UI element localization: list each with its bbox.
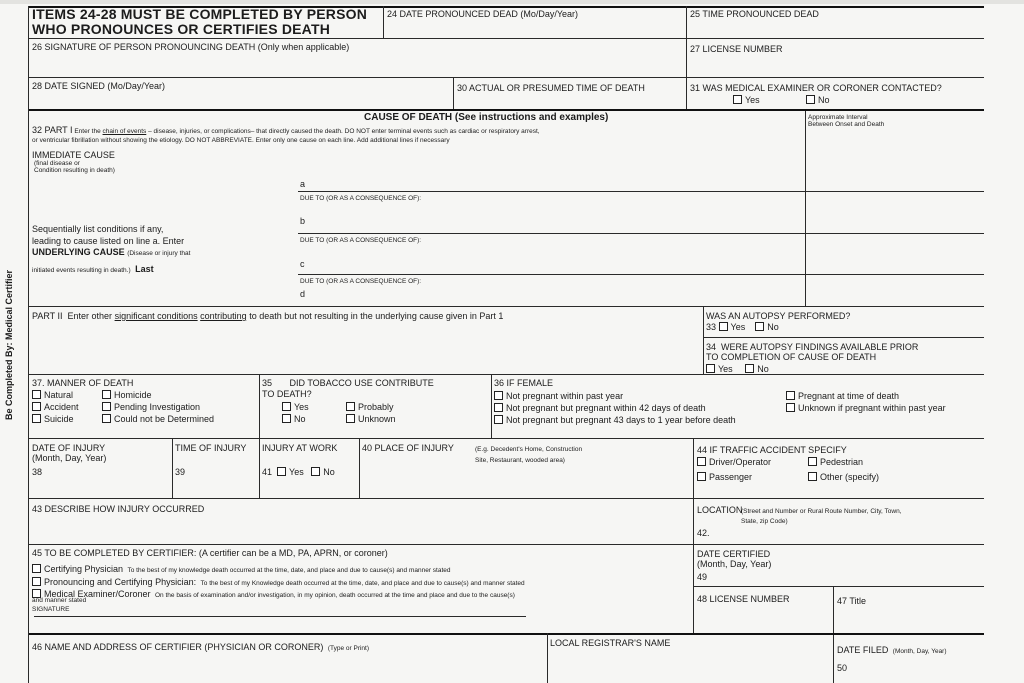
- registrar-label: LOCAL REGISTRAR'S NAME: [550, 638, 671, 648]
- due-to-b: DUE TO (OR AS A CONSEQUENCE OF):: [300, 237, 422, 244]
- traffic-pedestrian[interactable]: [808, 457, 863, 467]
- part2-rest: to death but not resulting in the underlying cause given in Part 1: [249, 311, 504, 321]
- injury-at-work-options: [262, 467, 335, 477]
- cert-text: To the best of my knowledge death occurred at the time, date, and place and due to cause(s) and manner stated: [127, 567, 451, 574]
- checkbox[interactable]: [697, 457, 706, 466]
- rule-h: [28, 544, 984, 545]
- injury-at-work-label: INJURY AT WORK: [262, 443, 338, 453]
- traffic-driver[interactable]: [697, 457, 771, 467]
- part2-label: PART II: [32, 311, 63, 321]
- checkbox[interactable]: [102, 402, 111, 411]
- checkbox[interactable]: [786, 391, 795, 400]
- describe-injury-label: 43 DESCRIBE HOW INJURY OCCURRED: [32, 504, 205, 514]
- part2-pre: Enter other: [67, 311, 113, 321]
- cert-text: On the basis of examination and/or investigation, in my opinion, death occurred at the time and place and due to the cause(s): [155, 592, 515, 599]
- female-opt-1[interactable]: [494, 391, 623, 401]
- checkbox[interactable]: [733, 95, 742, 104]
- cause-of-death-title: CAUSE OF DEATH (See instructions and examples): [364, 112, 609, 123]
- place-of-injury-sub: (E.g. Decedent's Home, Construction Site, Restaurant, wooded area): [475, 446, 583, 464]
- manner-undetermined[interactable]: [102, 414, 214, 424]
- pronouncing-physician-label: Pronouncing and Certifying Physician:: [44, 577, 197, 587]
- field-30-label: 30 ACTUAL OR PRESUMED TIME OF DEATH: [457, 83, 645, 93]
- rule-left: [28, 6, 29, 683]
- autopsy-yes-checkbox[interactable]: [719, 322, 728, 331]
- immediate-cause-label: IMMEDIATE CAUSE: [32, 150, 115, 160]
- immediate-cause-sub: (final disease or Condition resulting in death): [34, 160, 115, 175]
- part1-instructions: [32, 125, 540, 135]
- driver-label: Driver/Operator: [709, 457, 772, 467]
- no-label: No: [818, 95, 830, 105]
- name-address-line: [32, 637, 369, 655]
- rule-v: [491, 374, 492, 438]
- signature-label: SIGNATURE: [32, 606, 70, 613]
- cert-opt-3[interactable]: [32, 584, 515, 602]
- other-label: Other (specify): [820, 472, 880, 482]
- rule-h: [693, 498, 984, 499]
- autopsy-33: 33: [706, 322, 717, 332]
- yes-label: Yes: [745, 95, 760, 105]
- rule-h: [693, 586, 984, 587]
- manner-pending[interactable]: [102, 402, 200, 412]
- passenger-label: Passenger: [709, 472, 753, 482]
- rule-v: [547, 633, 548, 683]
- manner-title: 37. MANNER OF DEATH: [32, 378, 134, 388]
- title-47-label: 47 Title: [837, 596, 867, 606]
- me-contacted-no[interactable]: [806, 95, 830, 105]
- contributing: contributing: [200, 311, 247, 321]
- part1-rest: – disease, injuries, or complications– that directly caused the death. DO NOT enter terminal events such as cardiac or respiratory arrest,: [148, 128, 540, 135]
- female-opt-4[interactable]: [786, 391, 899, 401]
- part2-line: [32, 311, 503, 321]
- checkbox[interactable]: [346, 402, 355, 411]
- underlying-cause-sub: (Disease or injury that: [127, 250, 191, 257]
- field-28-label: 28 DATE SIGNED (Mo/Day/Year): [32, 81, 166, 91]
- sequential-text-1: Sequentially list conditions if any,: [32, 224, 164, 234]
- probably-label: Probably: [358, 402, 394, 412]
- no-label: No: [767, 322, 779, 332]
- suicide-label: Suicide: [44, 414, 74, 424]
- date-filed-num: 50: [837, 663, 848, 673]
- manner-homicide[interactable]: [102, 390, 152, 400]
- rule-h: [28, 374, 984, 375]
- rule-h: [28, 38, 984, 39]
- certifying-physician-label: Certifying Physician: [44, 564, 124, 574]
- rule-v: [686, 6, 687, 110]
- rule-v: [259, 374, 260, 438]
- autopsy-no-checkbox[interactable]: [755, 322, 764, 331]
- cert-text: To the best of my Knowledge death occurred at the time, date, and place and due to cause(s) and manner stated: [200, 580, 525, 587]
- option-label: Not pregnant within past year: [506, 391, 624, 401]
- rule-v: [703, 306, 704, 374]
- yes-label: Yes: [718, 364, 733, 374]
- female-opt-5[interactable]: [786, 403, 946, 413]
- rule-v: [693, 544, 694, 633]
- manner-suicide[interactable]: [32, 414, 74, 424]
- field-27-label: 27 LICENSE NUMBER: [690, 44, 783, 54]
- at-work-yes-checkbox[interactable]: [277, 467, 286, 476]
- date-filed-sub: (Month, Day, Year): [892, 648, 947, 655]
- yes-label: Yes: [730, 322, 746, 332]
- checkbox[interactable]: [697, 472, 706, 481]
- manner-accident[interactable]: [32, 402, 79, 412]
- pending-label: Pending Investigation: [114, 402, 201, 412]
- part1-label: 32 PART I: [32, 125, 73, 135]
- location-num: 42.: [697, 528, 710, 538]
- checkbox[interactable]: [102, 390, 111, 399]
- medical-examiner-label: Medical Examiner/Coroner: [44, 589, 151, 599]
- sequential-text-3: initiated events resulting in death.): [32, 267, 131, 274]
- accident-label: Accident: [44, 402, 79, 412]
- sequential-text-3-line: [32, 259, 154, 277]
- checkbox[interactable]: [494, 391, 503, 400]
- due-to-c: DUE TO (OR AS A CONSEQUENCE OF):: [300, 278, 422, 285]
- tobacco-title: 35 DID TOBACCO USE CONTRIBUTE: [262, 378, 434, 388]
- date-filed-label: DATE FILED: [837, 645, 889, 655]
- line-c-label: c: [300, 259, 305, 269]
- traffic-passenger[interactable]: [697, 472, 752, 482]
- rule-cause-top: [28, 109, 984, 111]
- location-sub: (Street and Number or Rural Route Number, City, Town, State, zip Code): [741, 508, 902, 525]
- field-25-label: 25 TIME PRONOUNCED DEAD: [690, 9, 819, 19]
- date-certified-label: DATE CERTIFIED (Month, Day, Year): [697, 549, 772, 570]
- rule-line-b: [298, 233, 984, 234]
- rule-line-a: [298, 191, 984, 192]
- autopsy-label: WAS AN AUTOPSY PERFORMED?: [706, 311, 851, 321]
- checkbox[interactable]: [808, 472, 817, 481]
- signature-line: [34, 616, 526, 617]
- rule-bottom: [28, 633, 984, 635]
- no-label: No: [294, 414, 306, 424]
- autopsy-options: [706, 322, 779, 332]
- tobacco-title-2: TO DEATH?: [262, 389, 312, 399]
- pedestrian-label: Pedestrian: [820, 457, 864, 467]
- checkbox[interactable]: [102, 414, 111, 423]
- checkbox[interactable]: [786, 403, 795, 412]
- date-filed-line: [837, 640, 947, 658]
- field-26-label: 26 SIGNATURE OF PERSON PRONOUNCING DEATH (Only when applicable): [32, 42, 350, 52]
- license-48-label: 48 LICENSE NUMBER: [697, 594, 790, 604]
- time-of-injury-num: 39: [175, 467, 186, 477]
- tobacco-no[interactable]: [282, 414, 306, 424]
- vertical-certifier-label: Be Completed By: Medical Certifier: [4, 269, 14, 420]
- traffic-other[interactable]: [808, 472, 879, 482]
- location-label: LOCATION: [697, 505, 743, 515]
- findings-options: [706, 364, 769, 374]
- findings-yes-checkbox[interactable]: [706, 364, 715, 373]
- traffic-title: 44 IF TRAFFIC ACCIDENT SPECIFY: [697, 445, 847, 455]
- line-d-label: d: [300, 289, 306, 299]
- rule-v: [172, 438, 173, 498]
- yes-label: Yes: [289, 467, 304, 477]
- sequential-text-2: leading to cause listed on line a. Enter: [32, 236, 185, 246]
- checkbox[interactable]: [806, 95, 815, 104]
- due-to-a: DUE TO (OR AS A CONSEQUENCE OF):: [300, 195, 422, 202]
- field-31-label: 31 WAS MEDICAL EXAMINER OR CORONER CONTACTED?: [690, 83, 942, 93]
- items-24-28-heading: ITEMS 24-28 MUST BE COMPLETED BY PERSON WHO PRONOUNCES OR CERTIFIES DEATH: [32, 6, 368, 37]
- rule-h: [703, 337, 984, 338]
- yes-label: Yes: [294, 402, 309, 412]
- page-top-edge: [0, 0, 1024, 4]
- me-contacted-yes[interactable]: [733, 95, 760, 105]
- natural-label: Natural: [44, 390, 74, 400]
- rule-v: [453, 77, 454, 109]
- last-label: Last: [135, 264, 154, 274]
- certifier-title: 45 TO BE COMPLETED BY CERTIFIER: (A certifier can be a MD, PA, APRN, or coroner): [32, 548, 388, 558]
- female-title: 36 IF FEMALE: [494, 378, 554, 388]
- rule-line-c: [298, 274, 984, 275]
- part1-instructions-2: or ventricular fibrillation without showing the etiology. DO NOT ABBREVIATE. Enter only one cause on each line. Add additional lines if necessary: [32, 137, 450, 144]
- option-label: Not pregnant but pregnant 43 days to 1 year before death: [506, 415, 736, 425]
- rule-v: [693, 438, 694, 544]
- findings-no-checkbox[interactable]: [745, 364, 754, 373]
- date-certified-num: 49: [697, 572, 708, 582]
- option-label: Unknown if pregnant within past year: [798, 403, 946, 413]
- female-opt-2[interactable]: [494, 403, 706, 413]
- chain-of-events: chain of events: [102, 128, 147, 135]
- female-opt-3[interactable]: [494, 415, 736, 425]
- checkbox[interactable]: [32, 390, 41, 399]
- checkbox[interactable]: [494, 403, 503, 412]
- option-label: Not pregnant but pregnant within 42 days of death: [506, 403, 706, 413]
- checkbox[interactable]: [32, 402, 41, 411]
- tobacco-yes[interactable]: [282, 402, 309, 412]
- type-print: (Type or Print): [327, 645, 370, 652]
- manner-natural[interactable]: [32, 390, 73, 400]
- rule-h: [28, 498, 693, 499]
- checkbox[interactable]: [346, 414, 355, 423]
- checkbox[interactable]: [282, 414, 291, 423]
- findings-label: 34 WERE AUTOPSY FINDINGS AVAILABLE PRIOR TO COMPLETION OF CAUSE OF DEATH: [706, 342, 919, 363]
- underlying-cause-label: UNDERLYING CAUSE: [32, 247, 125, 257]
- rule-interval: [805, 111, 806, 307]
- tobacco-probably[interactable]: [346, 402, 394, 412]
- checkbox[interactable]: [282, 402, 291, 411]
- at-work-no-checkbox[interactable]: [311, 467, 320, 476]
- place-of-injury-label: 40 PLACE OF INJURY: [362, 443, 454, 453]
- at-work-num: 41: [262, 467, 273, 477]
- date-of-injury-num: 38: [32, 467, 43, 477]
- rule-h: [28, 306, 984, 307]
- time-of-injury-label: TIME OF INJURY: [175, 443, 247, 453]
- option-label: Pregnant at time of death: [798, 391, 900, 401]
- name-address-label: 46 NAME AND ADDRESS OF CERTIFIER (PHYSICIAN OR CORONER): [32, 642, 324, 652]
- rule-v: [359, 438, 360, 498]
- checkbox[interactable]: [494, 415, 503, 424]
- no-label: No: [323, 467, 335, 477]
- significant-conditions: significant conditions: [114, 311, 198, 321]
- rule-v: [383, 6, 384, 38]
- rule-v: [259, 438, 260, 498]
- checkbox[interactable]: [32, 414, 41, 423]
- line-a-label: a: [300, 179, 306, 189]
- cert-text-line2: and manner stated: [32, 597, 87, 604]
- underlying-cause-line: [32, 247, 190, 257]
- line-b-label: b: [300, 216, 306, 226]
- tobacco-unknown[interactable]: [346, 414, 396, 424]
- checkbox[interactable]: [808, 457, 817, 466]
- undetermined-label: Could not be Determined: [114, 414, 215, 424]
- date-of-injury-label: DATE OF INJURY (Month, Day, Year): [32, 443, 107, 464]
- interval-label: Approximate Interval Between Onset and Death: [808, 114, 885, 129]
- no-label: No: [757, 364, 769, 374]
- part1-pre: Enter the: [74, 128, 101, 135]
- rule-h: [28, 77, 984, 78]
- field-24-label: 24 DATE PRONOUNCED DEAD (Mo/Day/Year): [387, 9, 579, 19]
- unknown-label: Unknown: [358, 414, 396, 424]
- homicide-label: Homicide: [114, 390, 152, 400]
